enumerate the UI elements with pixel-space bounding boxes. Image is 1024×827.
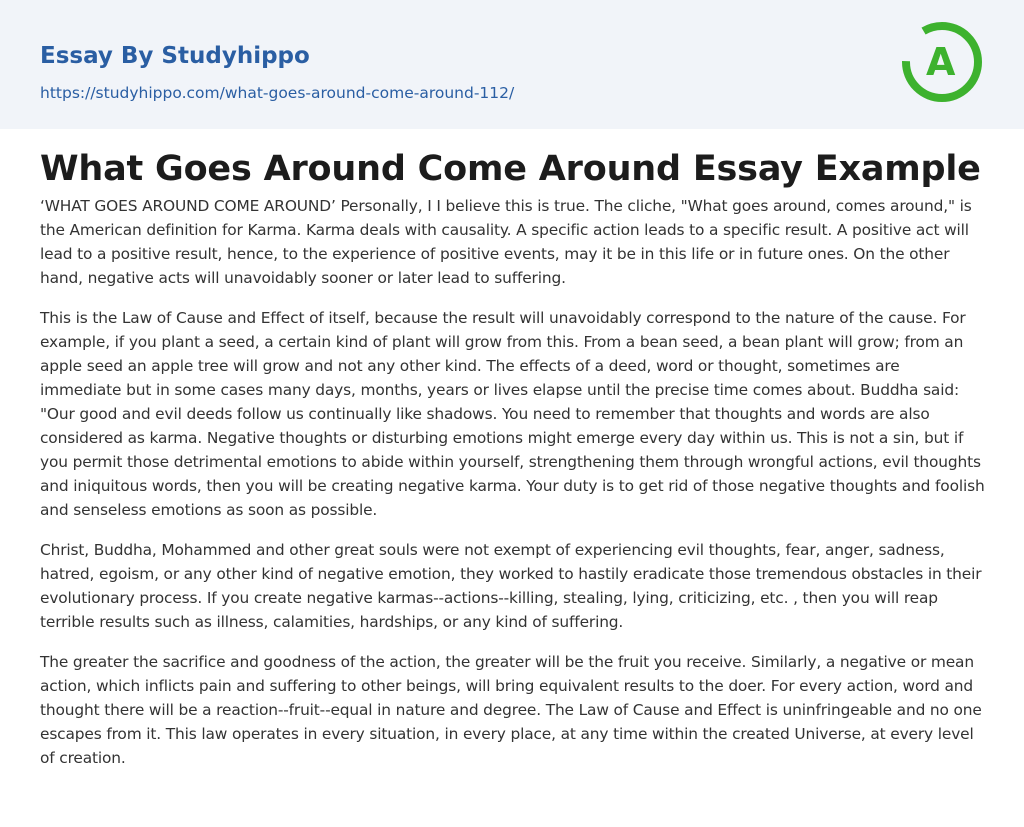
site-header bbox=[0, 0, 1024, 129]
studyhippo-logo-icon[interactable] bbox=[900, 20, 984, 104]
brand-title: Essay By Studyhippo bbox=[40, 43, 310, 69]
page-title: What Goes Around Come Around Essay Example bbox=[40, 149, 981, 189]
paragraph-4: The greater the sacrifice and goodness of the action, the greater will be the fruit you receive. Similarly, a negative or mean action, which inflicts pain and suffering to other beings, will bring equivalent results to the doer. For every action, word and thought there will be a reaction--fruit--equal in nature and degree. The Law of Cause and Effect is uninfringeable and no one escapes from it. This law operates in every situation, in every place, at any time within the created Universe, at every level of creation. bbox=[40, 653, 982, 767]
paragraph-3: Christ, Buddha, Mohammed and other great souls were not exempt of experiencing evil thoughts, fear, anger, sadness, hatred, egoism, or any other kind of negative emotion, they worked to hastily eradicate those tremendous obstacles in their evolutionary process. If you create negative karmas--actions--killing, stealing, lying, criticizing, etc. , then you will reap terrible results such as illness, calamities, hardships, or any kind of suffering. bbox=[40, 541, 982, 631]
paragraph-1: ‘WHAT GOES AROUND COME AROUND’ Personally, I I believe this is true. The cliche, "What goes around, comes around," is the American definition for Karma. Karma deals with causality. A specific action leads to a specific result. A positive act will lead to a positive result, hence, to the experience of positive events, may it be in this life or in future ones. On the other hand, negative acts will unavoidably sooner or later lead to suffering. bbox=[40, 197, 972, 287]
source-url-link[interactable]: https://studyhippo.com/what-goes-around-come-around-112/ bbox=[40, 84, 515, 102]
logo-letter: A bbox=[926, 40, 956, 84]
article-body bbox=[40, 194, 985, 786]
paragraph-2: This is the Law of Cause and Effect of itself, because the result will unavoidably correspond to the nature of the cause. For example, if you plant a seed, a certain kind of plant will grow from this. From a bean seed, a bean plant will grow; from an apple seed an apple tree will grow and not any other kind. The effects of a deed, word or thought, sometimes are immediate but in some cases many days, months, years or lives elapse until the precise time comes about. Buddha said: "Our good and evil deeds follow us continually like shadows. You need to remember that thoughts and words are also considered as karma. Negative thoughts or disturbing emotions might emerge every day within us. This is not a sin, but if you permit those detrimental emotions to abide within yourself, strengthening them through wrongful actions, evil thoughts and iniquitous words, then you will be creating negative karma. Your duty is to get rid of those negative thoughts and foolish and senseless emotions as soon as possible. bbox=[40, 309, 985, 519]
